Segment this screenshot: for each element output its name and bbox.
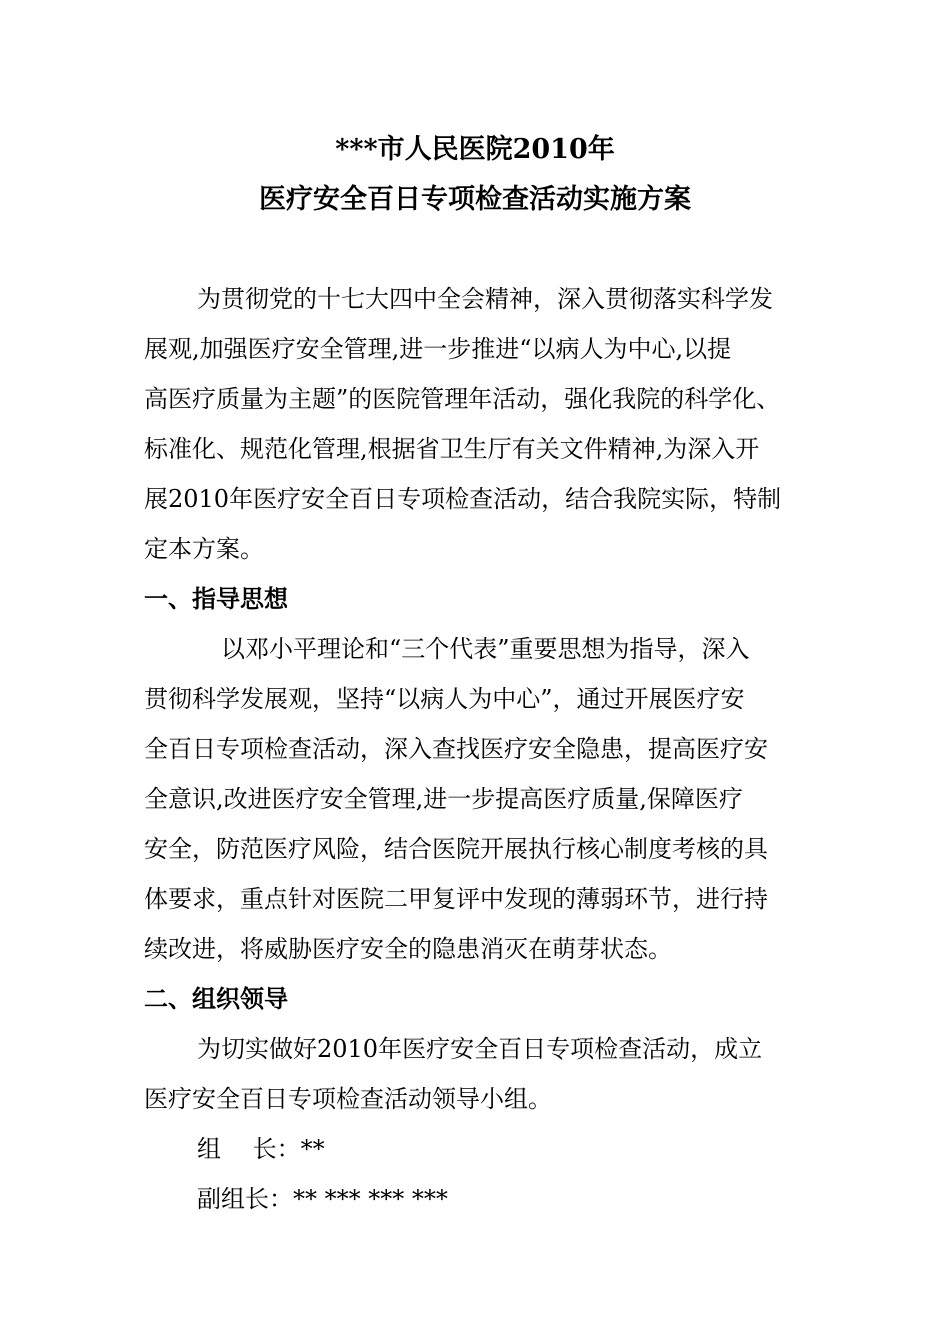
- section1-line: 全意识,改进医疗安全管理,进一步提高医疗质量,保障医疗: [144, 785, 743, 813]
- document-title-line1: ***市人民医院2010年: [335, 134, 615, 165]
- deputy-leader-line: 副组长：** *** *** ***: [197, 1185, 448, 1213]
- intro-line: 标准化、规范化管理,根据省卫生厅有关文件精神,为深入开: [144, 435, 760, 463]
- section2-line: 医疗安全百日专项检查活动领导小组。: [144, 1085, 552, 1113]
- section1-line: 体要求，重点针对医院二甲复评中发现的薄弱环节，进行持: [144, 885, 768, 913]
- section1-line: 以邓小平理论和“三个代表”重要思想为指导，深入: [221, 635, 750, 663]
- section1-line: 全百日专项检查活动，深入查找医疗安全隐患，提高医疗安: [144, 735, 768, 763]
- section1-line: 安全，防范医疗风险，结合医院开展执行核心制度考核的具: [144, 835, 768, 863]
- section-heading-guiding-ideology: 一、指导思想: [144, 584, 288, 613]
- document-title-line2: 医疗安全百日专项检查活动实施方案: [259, 184, 691, 215]
- intro-line: 展观,加强医疗安全管理,进一步推进“以病人为中心,以提: [144, 335, 732, 363]
- intro-line: 定本方案。: [144, 535, 264, 563]
- section1-line: 贯彻科学发展观，坚持“以病人为中心”，通过开展医疗安: [144, 685, 745, 713]
- section-heading-organization: 二、组织领导: [144, 984, 288, 1013]
- intro-line: 展2010年医疗安全百日专项检查活动，结合我院实际，特制: [144, 485, 782, 513]
- intro-line: 高医疗质量为主题”的医院管理年活动，强化我院的科学化、: [144, 385, 781, 413]
- section1-line: 续改进，将威胁医疗安全的隐患消灭在萌芽状态。: [144, 935, 672, 963]
- section2-line: 为切实做好2010年医疗安全百日专项检查活动，成立: [197, 1035, 763, 1063]
- leader-line: 组 长：**: [197, 1135, 325, 1163]
- intro-line: 为贯彻党的十七大四中全会精神，深入贯彻落实科学发: [197, 285, 773, 313]
